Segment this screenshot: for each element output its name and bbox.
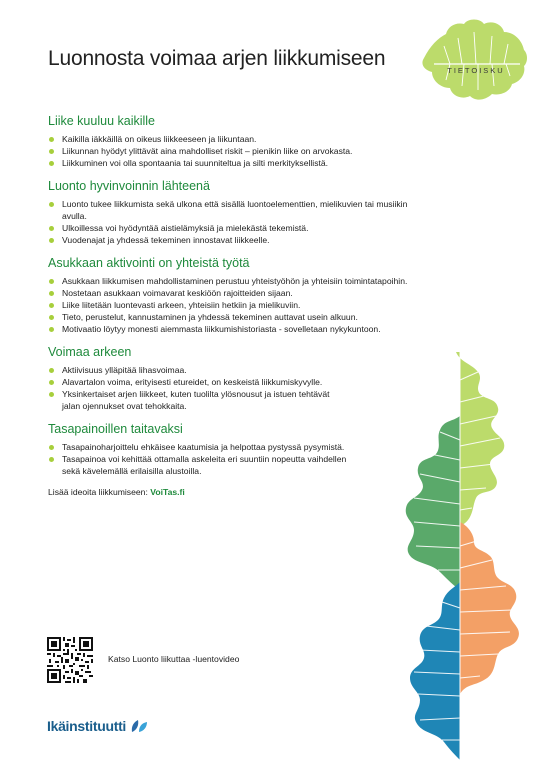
list-item bbox=[48, 388, 348, 412]
list-item-text: Motivaatio löytyy monesti aiemmasta liikkumishistoriasta - sovelletaan nykykuntoon. bbox=[62, 324, 381, 334]
section-heading: Asukkaan aktivointi on yhteistä työtä bbox=[48, 256, 250, 270]
bullet-icon bbox=[49, 368, 54, 373]
list-item bbox=[48, 323, 408, 335]
list-item-text: Liikunnan hyödyt ylittävät aina mahdolliset riskit – pienikin liike on arvokasta. bbox=[62, 146, 353, 156]
bullet-list bbox=[48, 275, 408, 335]
qr-code[interactable] bbox=[47, 637, 93, 683]
bullet-list bbox=[48, 198, 408, 246]
tietoisku-leaf-badge bbox=[420, 16, 530, 106]
more-ideas-prefix: Lisää ideoita liikkumiseen: bbox=[48, 487, 151, 497]
bullet-icon bbox=[49, 279, 54, 284]
main-content bbox=[48, 114, 408, 497]
bullet-icon bbox=[49, 380, 54, 385]
list-item bbox=[48, 364, 348, 376]
list-item-text: Luonto tukee liikkumista sekä ulkona että sisällä luontoelementtien, mielikuvien tai musiikin avulla. bbox=[62, 199, 408, 221]
section-voimaa-arkeen bbox=[48, 345, 408, 412]
list-item bbox=[48, 311, 408, 323]
section-luonto-hyvinvoinnin-lahteena bbox=[48, 179, 408, 246]
list-item-text: Asukkaan liikkumisen mahdollistaminen perustuu yhteistyöhön ja yhteisiin toimintatapoihin. bbox=[62, 276, 408, 286]
bullet-list bbox=[48, 441, 348, 477]
leaf-illustration bbox=[400, 350, 540, 760]
list-item bbox=[48, 275, 408, 287]
list-item-text: Liike liitetään luontevasti arkeen, yhteisiin hetkiin ja mielikuviin. bbox=[62, 300, 301, 310]
list-item bbox=[48, 222, 408, 234]
bullet-list bbox=[48, 364, 348, 412]
list-item bbox=[48, 376, 348, 388]
bullet-icon bbox=[49, 315, 54, 320]
list-item-text: Tasapainoharjoittelu ehkäisee kaatumisia ja helpottaa pystyssä pysymistä. bbox=[62, 442, 345, 452]
bullet-icon bbox=[49, 445, 54, 450]
video-caption: Katso Luonto liikuttaa -luentovideo bbox=[108, 654, 240, 664]
section-liike-kuuluu-kaikille bbox=[48, 114, 408, 169]
logo-leaf-icon bbox=[130, 719, 148, 733]
list-item bbox=[48, 234, 408, 246]
list-item-text: Vuodenajat ja yhdessä tekeminen innostavat liikkeelle. bbox=[62, 235, 270, 245]
list-item-text: Nostetaan asukkaan voimavarat keskiöön rajoitteiden sijaan. bbox=[62, 288, 293, 298]
bullet-icon bbox=[49, 327, 54, 332]
bullet-icon bbox=[49, 226, 54, 231]
list-item-text: Kaikilla iäkkäillä on oikeus liikkeeseen ja liikuntaan. bbox=[62, 134, 257, 144]
section-heading: Tasapainoillen taitavaksi bbox=[48, 422, 183, 436]
bullet-list bbox=[48, 133, 408, 169]
section-heading: Liike kuuluu kaikille bbox=[48, 114, 156, 128]
list-item bbox=[48, 441, 348, 453]
list-item-text: Yksinkertaiset arjen liikkeet, kuten tuolilta ylösnousut ja istuen tehtävät jalan ojennukset ovat tehokkaita. bbox=[62, 389, 330, 411]
logo-text: Ikäinstituutti bbox=[47, 718, 127, 734]
list-item bbox=[48, 299, 408, 311]
list-item-text: Aktiivisuus ylläpitää lihasvoimaa. bbox=[62, 365, 187, 375]
list-item bbox=[48, 145, 408, 157]
bullet-icon bbox=[49, 392, 54, 397]
list-item bbox=[48, 157, 408, 169]
voitas-link[interactable]: VoiTas.fi bbox=[150, 487, 185, 497]
more-ideas bbox=[48, 487, 408, 497]
section-tasapainoillen-taitavaksi bbox=[48, 422, 408, 477]
bullet-icon bbox=[49, 303, 54, 308]
badge-label: TIETOISKU bbox=[447, 66, 505, 75]
bullet-icon bbox=[49, 149, 54, 154]
list-item bbox=[48, 453, 348, 477]
list-item-text: Tasapainoa voi kehittää ottamalla askeleita eri suuntiin nopeutta vaihdellen sekä kävelemällä erilaisilla alustoilla. bbox=[62, 454, 347, 476]
list-item-text: Tieto, perustelut, kannustaminen ja yhdessä tekeminen auttavat usein alkuun. bbox=[62, 312, 358, 322]
bullet-icon bbox=[49, 238, 54, 243]
list-item-text: Ulkoillessa voi hyödyntää aistielämyksiä ja mielekästä tekemistä. bbox=[62, 223, 309, 233]
list-item bbox=[48, 133, 408, 145]
page-title: Luonnosta voimaa arjen liikkumiseen bbox=[48, 47, 386, 70]
section-heading: Voimaa arkeen bbox=[48, 345, 132, 359]
list-item bbox=[48, 198, 408, 222]
ikainstituutti-logo bbox=[47, 718, 148, 734]
list-item-text: Alavartalon voima, erityisesti etureidet, on keskeistä liikkumiskyvylle. bbox=[62, 377, 323, 387]
list-item bbox=[48, 287, 408, 299]
bullet-icon bbox=[49, 161, 54, 166]
list-item-text: Liikkuminen voi olla spontaania tai suunniteltua ja silti merkityksellistä. bbox=[62, 158, 329, 168]
section-asukkaan-aktivointi bbox=[48, 256, 408, 335]
bullet-icon bbox=[49, 291, 54, 296]
section-heading: Luonto hyvinvoinnin lähteenä bbox=[48, 179, 210, 193]
bullet-icon bbox=[49, 137, 54, 142]
bullet-icon bbox=[49, 457, 54, 462]
bullet-icon bbox=[49, 202, 54, 207]
